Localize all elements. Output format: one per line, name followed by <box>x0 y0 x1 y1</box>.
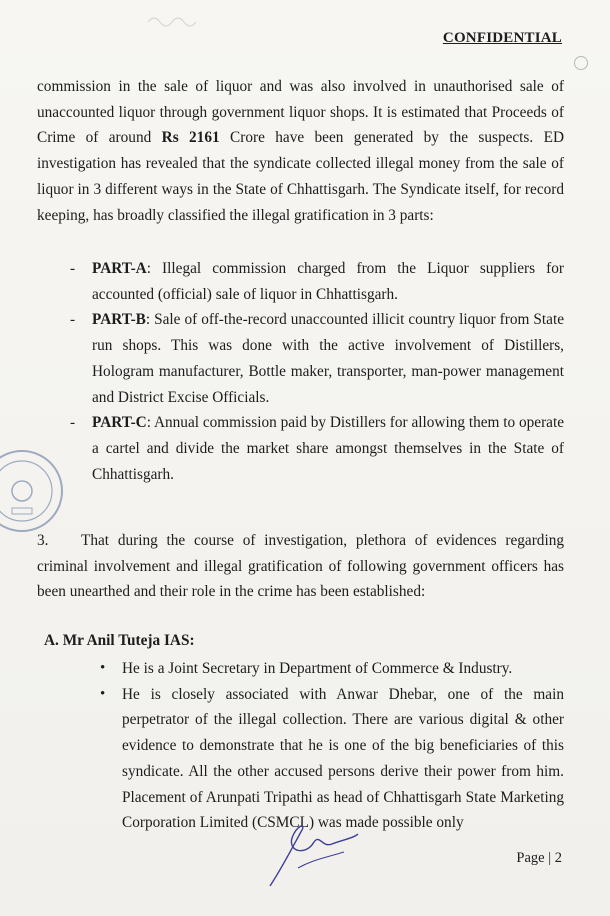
bullet-text: He is a Joint Secretary in Department of Commerce & Industry. <box>122 660 513 677</box>
handwritten-signature <box>262 808 362 894</box>
punch-hole-mark <box>574 56 588 70</box>
faded-header-stamp <box>140 8 250 30</box>
list-item-part-b <box>70 307 564 410</box>
confidential-header: CONFIDENTIAL <box>442 30 562 46</box>
paragraph-text: Crore have been generated by the suspects. ED investigation has revealed that the syndicate collected illegal money from the sale of liquor in 3 different ways in the State of Chhattisgarh. The Syndicate itself, for record keeping, has broadly classified the illegal gratification in 3 parts: <box>37 129 564 224</box>
paragraph-3 <box>37 528 564 605</box>
bullet-dot: • <box>100 685 106 702</box>
bullet-text: He is closely associated with Anwar Dhebar, one of the main perpetrator of the illegal collection. There are various digital & other evidence to demonstrate that he is one of the big beneficiaries of this syndicate. All the other accused persons derive their power from him. Placement of Arunpati Tripathi as head of Chhattisgarh State Marketing Corporation Limited (CSMCL) was made possible only <box>122 685 564 832</box>
part-text: : Illegal commission charged from the Liquor suppliers for accounted (official) sale of liquor in Chhattisgarh. <box>92 260 564 303</box>
part-text: : Annual commission paid by Distillers for allowing them to operate a cartel and divide the market share amongst themselves in the State of Chhattisgarh. <box>92 414 564 483</box>
list-item-part-c <box>70 410 564 487</box>
dash-bullet: - <box>70 414 76 432</box>
part-label: PART-C <box>92 414 147 432</box>
paragraph-proceeds-of-crime <box>37 74 564 228</box>
list-item-part-a <box>70 256 564 307</box>
part-label: PART-A <box>92 260 147 277</box>
paragraph-text: That during the course of investigation, plethora of evidences regarding criminal involvement and illegal gratification of following government officers has been unearthed and their role in the crime has been established: <box>37 532 564 601</box>
dash-bullet: - <box>70 311 76 329</box>
bullet-dot: • <box>100 660 106 676</box>
list-item <box>100 656 564 682</box>
part-text: : Sale of off-the-record unaccounted illicit country liquor from State run shops. This was done with the active involvement of Distillers, Hologram manufacturer, Bottle maker, transporter, man-power management and District Excise Officials. <box>92 311 564 406</box>
page-number: Page | 2 <box>516 850 562 866</box>
section-heading-anil-tuteja: A. Mr Anil Tuteja IAS: <box>44 632 195 649</box>
paragraph-number: 3. <box>37 532 49 549</box>
parts-list <box>70 256 564 487</box>
part-label: PART-B <box>92 311 146 329</box>
amount-text: Rs 2161 <box>161 129 220 147</box>
dash-bullet: - <box>70 260 76 277</box>
paragraph-text: commission in the sale of liquor and was also involved in unauthorised sale of unaccounted liquor through government liquor shops. It is estimated that Proceeds of Crime of around <box>37 78 564 147</box>
